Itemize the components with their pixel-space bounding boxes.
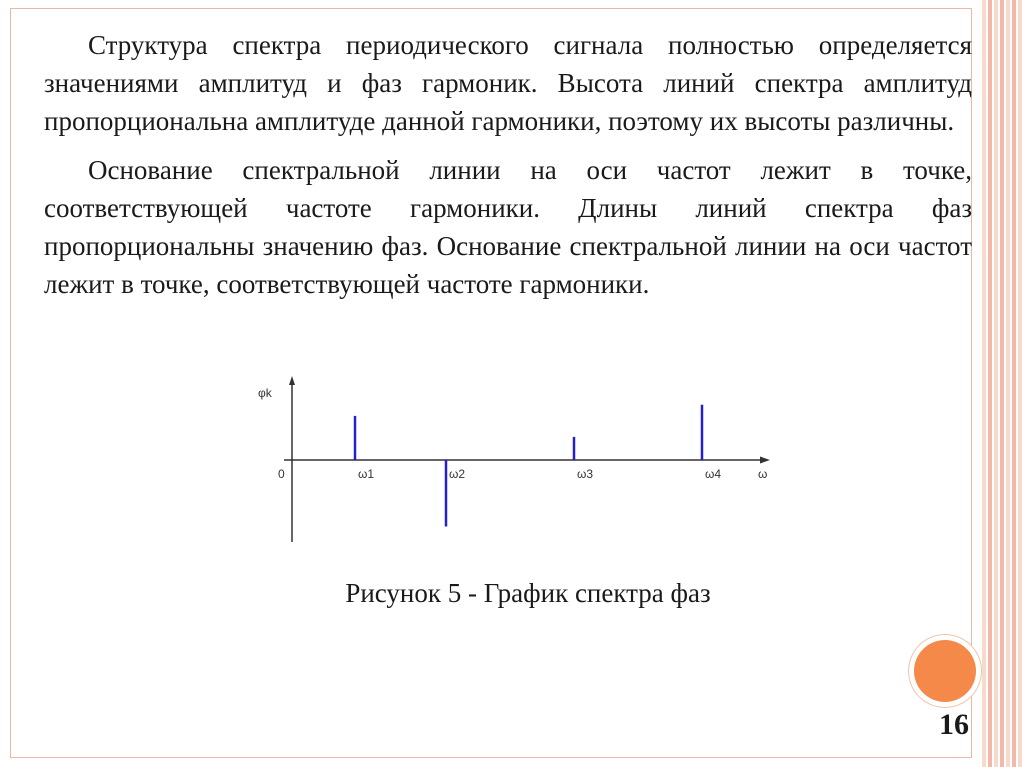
tick-label-2: ω2 [449, 467, 466, 481]
tick-label-1: ω1 [358, 467, 375, 481]
y-axis-label: φk [258, 386, 272, 400]
body-text [44, 26, 972, 314]
tick-label-3: ω3 [577, 467, 594, 481]
figure-caption: Рисунок 5 - График спектра фаз [345, 578, 711, 608]
paragraph-2: Основание спектральной линии на оси частот лежит в точке, соответствующей частоте гармоники. Длины линий спектра фаз пропорциональны значению фаз. Основание спектральной линии на оси частот лежит в точке, соответствующей частоте гармоники. [44, 155, 972, 299]
origin-label: 0 [278, 467, 285, 481]
y-axis-arrow [289, 376, 295, 385]
x-axis-arrow [760, 457, 770, 464]
decorative-circle [914, 640, 976, 702]
tick-label-4: ω4 [705, 467, 722, 481]
decorative-stripes [982, 0, 1024, 767]
page-number: 16 [939, 708, 969, 741]
x-axis-label: ω [758, 467, 768, 481]
paragraph-1: Структура спектра периодического сигнала полностью определяется значениями амплитуд и фаз гармоник. Высота линий спектра амплитуд пропорциональна амплитуде данной гармоники, поэтому их высоты различны. [44, 30, 972, 136]
phase-spectrum-chart [240, 370, 800, 545]
